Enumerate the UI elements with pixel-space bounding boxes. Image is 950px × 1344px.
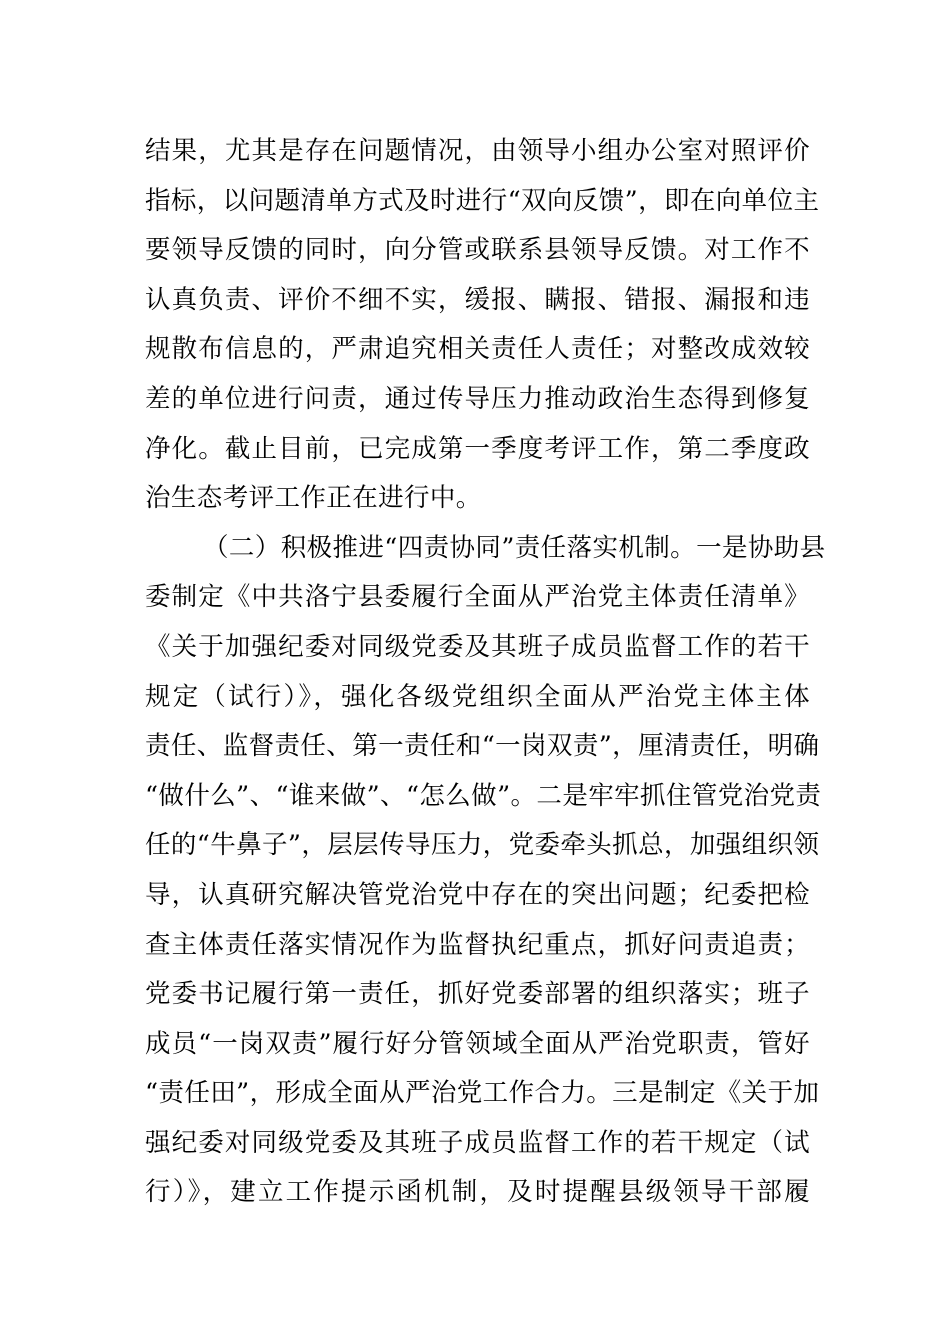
text-line: 查主体责任落实情况作为监督执纪重点，抓好问责追责； [145,929,810,960]
text-line: 行）》，建立工作提示函机制，及时提醒县级领导干部履 [145,1177,810,1208]
text-line: 强纪委对同级党委及其班子成员监督工作的若干规定（试 [145,1127,810,1158]
text-line: “责任田”，形成全面从严治党工作合力。三是制定《关于加 [145,1078,820,1109]
text-line: 规散布信息的，严肃追究相关责任人责任；对整改成效较 [145,334,810,365]
text-line: 任的“牛鼻子”，层层传导压力，党委牵头抓总，加强组织领 [145,830,820,861]
paragraph-end-line: 治生态考评工作正在进行中。 [145,483,482,514]
text-line: 委制定《中共洛宁县委履行全面从严治党主体责任清单》 [145,582,810,613]
text-line: 指标，以问题清单方式及时进行“双向反馈”，即在向单位主 [145,185,820,216]
text-line: 差的单位进行问责，通过传导压力推动政治生态得到修复 [145,383,810,414]
text-line: 《关于加强纪委对同级党委及其班子成员监督工作的若干 [145,631,810,662]
text-line: 党委书记履行第一责任，抓好党委部署的组织落实；班子 [145,979,810,1010]
text-line: 导，认真研究解决管党治党中存在的突出问题；纪委把检 [145,879,810,910]
body-text [145,127,826,1218]
text-line: 认真负责、评价不细不实，缓报、瞒报、错报、漏报和违 [145,284,810,315]
text-line: 要领导反馈的同时，向分管或联系县领导反馈。对工作不 [145,235,810,266]
text-line: “做什么”、“谁来做”、“怎么做”。二是牢牢抓住管党治党责 [145,780,822,811]
text-line: 规定（试行）》，强化各级党组织全面从严治党主体主体 [145,681,810,712]
section-heading-line: （二）积极推进“四责协同”责任落实机制。一是协助县 [203,532,826,563]
text-line: 净化。截止目前，已完成第一季度考评工作，第二季度政 [145,433,810,464]
text-line: 结果，尤其是存在问题情况，由领导小组办公室对照评价 [145,136,810,166]
text-line: 成员“一岗双责”履行好分管领域全面从严治党职责，管好 [145,1028,810,1059]
text-line: 责任、监督责任、第一责任和“一岗双责”，厘清责任，明确 [145,731,820,762]
